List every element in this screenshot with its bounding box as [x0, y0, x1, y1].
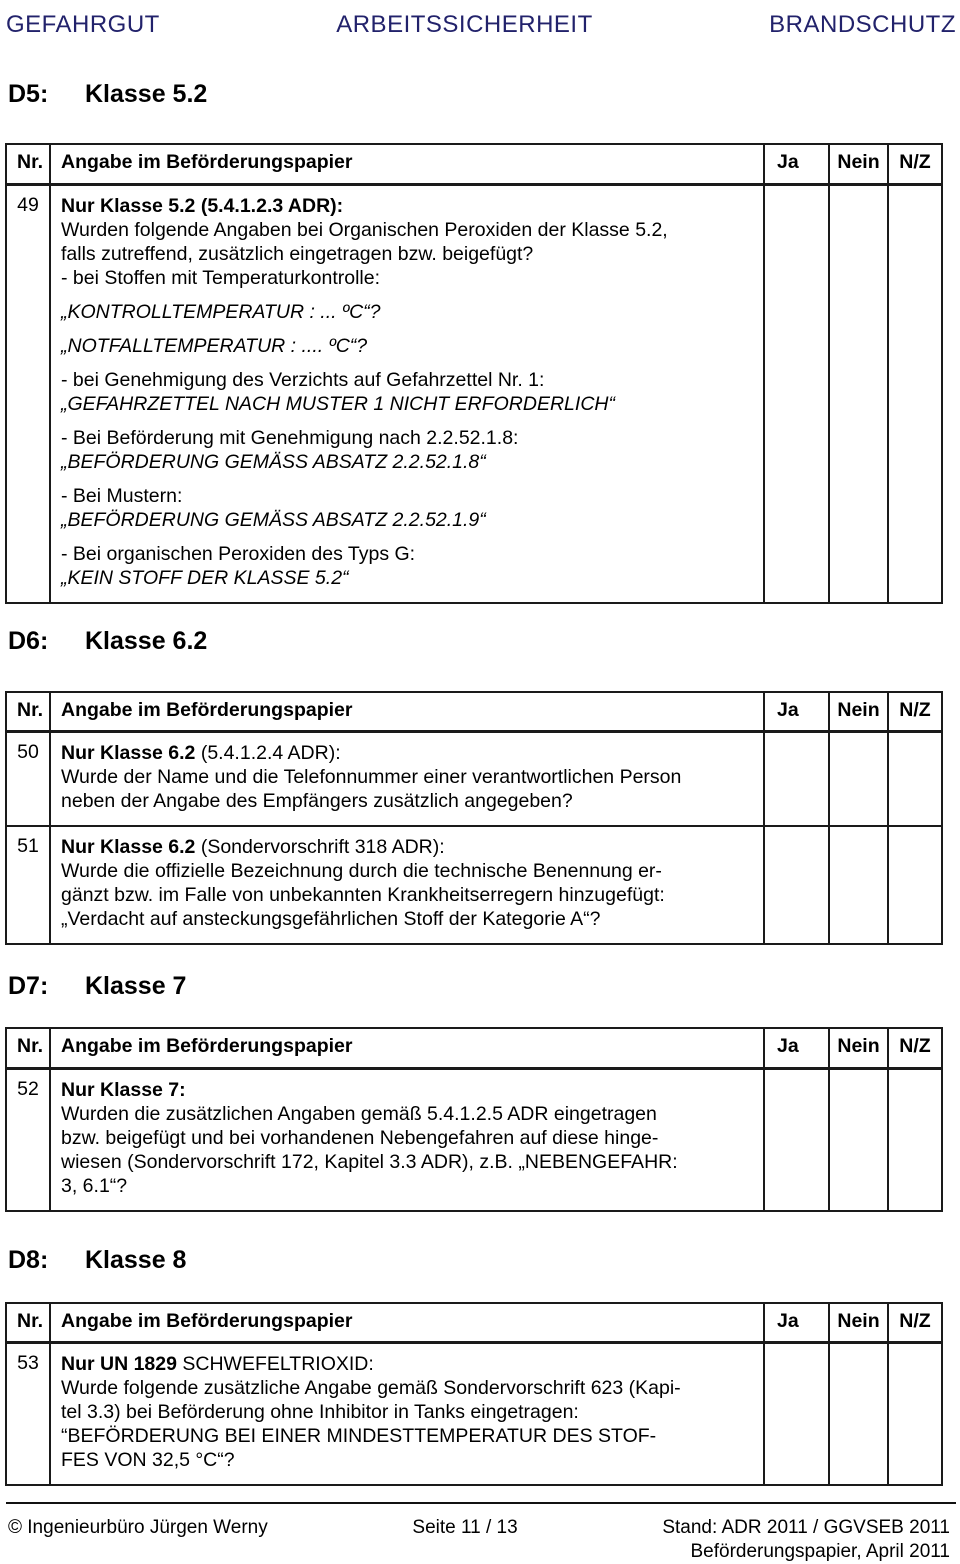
- page-footer: [8, 1516, 950, 1564]
- col-header-nr: Nr.: [6, 1303, 50, 1343]
- row-text: Nur Klasse 6.2 (Sondervorschrift 318 ADR): Wurde die offizielle Bezeichnung durch die technische Benennung er- gänzt bzw. im Falle von unbekannten Krankheitserregern hinzugefügt: „Verdacht auf ansteckungsgefährlichen Stoff der Kategorie A“?: [50, 826, 764, 944]
- row-text: Nur Klasse 5.2 (5.4.1.2.3 ADR): Wurden folgende Angaben bei Organischen Peroxiden der Klasse 5.2, falls zutreffend, zusätzlich eingetragen bzw. beigefügt? - bei Stoffen mit Temperaturkontrolle: „KONTROLLTEMPERATUR : ... ºC“? „NOTFALLTEMPERATUR : .... ºC“? - bei Genehmigung des Verzichts auf Gefahrzettel Nr. 1: „GEFAHRZETTEL NACH MUSTER 1 NICHT ERFORDERLICH“ - Bei Beförderung mit Genehmigung nach 2.2.52.1.8: „BEFÖRDERUNG GEMÄSS ABSATZ 2.2.52.1.8“ - Bei Mustern: „BEFÖRDERUNG GEMÄSS ABSATZ 2.2.52.1.9“ - Bei organischen Peroxiden des Typs G: „KEIN STOFF DER KLASSE 5.2“: [50, 184, 764, 603]
- col-header-angabe: Angabe im Beförderungspapier: [50, 1028, 764, 1068]
- footer-document-date: Beförderungspapier, April 2011: [690, 1541, 950, 1562]
- table-row: [6, 732, 942, 827]
- col-header-ja: Ja: [764, 144, 829, 184]
- footer-copyright: © Ingenieurbüro Jürgen Werny: [8, 1517, 268, 1538]
- answer-cell-ja[interactable]: [764, 184, 829, 603]
- table-row: [6, 1343, 942, 1486]
- col-header-nein: Nein: [829, 144, 888, 184]
- answer-cell-ja[interactable]: [764, 1343, 829, 1486]
- row-text: Nur Klasse 7: Wurden die zusätzlichen Angaben gemäß 5.4.1.2.5 ADR eingetragen bzw. beigefügt und bei vorhandenen Nebengefahren auf diese hinge- wiesen (Sondervorschrift 172, Kapitel 3.3 ADR), z.B. „NEBENGEFAHR: 3, 6.1“?: [50, 1068, 764, 1211]
- col-header-ja: Ja: [764, 1028, 829, 1068]
- row-number: 49: [6, 184, 50, 603]
- col-header-nr: Nr.: [6, 692, 50, 732]
- row-text: Nur UN 1829 SCHWEFELTRIOXID: Wurde folgende zusätzliche Angabe gemäß Sondervorschrift 623 (Kapi- tel 3.3) bei Beförderung ohne Inhibitor in Tanks eingetragen: “BEFÖRDERUNG BEI EINER MINDESTTEMPERATUR DES STOF- FES VON 32,5 °C“?: [50, 1343, 764, 1486]
- document-body: [5, 80, 941, 1486]
- footer-version-info: [662, 1516, 950, 1564]
- row-number: 50: [6, 732, 50, 827]
- checklist-table-d8: [5, 1302, 943, 1487]
- col-header-nr: Nr.: [6, 144, 50, 184]
- answer-cell-nz[interactable]: [888, 184, 942, 603]
- table-row: [6, 184, 942, 603]
- answer-cell-nz[interactable]: [888, 826, 942, 944]
- answer-cell-nein[interactable]: [829, 732, 888, 827]
- row-number: 51: [6, 826, 50, 944]
- header-brandschutz: BRANDSCHUTZ: [769, 11, 956, 38]
- col-header-nein: Nein: [829, 1028, 888, 1068]
- header-gefahrgut: GEFAHRGUT: [6, 11, 160, 38]
- row-number: 53: [6, 1343, 50, 1486]
- col-header-nein: Nein: [829, 1303, 888, 1343]
- answer-cell-nz[interactable]: [888, 732, 942, 827]
- section-heading-d8: [8, 1245, 941, 1274]
- answer-cell-ja[interactable]: [764, 732, 829, 827]
- col-header-nr: Nr.: [6, 1028, 50, 1068]
- answer-cell-nein[interactable]: [829, 184, 888, 603]
- checklist-table-d5: [5, 143, 943, 604]
- table-header-row: [6, 1028, 942, 1068]
- table-header-row: [6, 692, 942, 732]
- checklist-table-d7: [5, 1027, 943, 1212]
- col-header-nein: Nein: [829, 692, 888, 732]
- footer-page-number: Seite 11 / 13: [412, 1517, 518, 1538]
- section-title: Klasse 5.2: [85, 80, 208, 108]
- section-title: Klasse 6.2: [85, 626, 208, 655]
- answer-cell-ja[interactable]: [764, 1068, 829, 1211]
- col-header-angabe: Angabe im Beförderungspapier: [50, 144, 764, 184]
- col-header-angabe: Angabe im Beförderungspapier: [50, 692, 764, 732]
- table-header-row: [6, 144, 942, 184]
- section-title: Klasse 7: [85, 972, 187, 1000]
- page-header: [6, 10, 956, 40]
- col-header-ja: Ja: [764, 692, 829, 732]
- answer-cell-nz[interactable]: [888, 1343, 942, 1486]
- section-label: D8:: [8, 1245, 49, 1274]
- col-header-nz: N/Z: [888, 692, 942, 732]
- section-label: D7:: [8, 972, 49, 1000]
- table-header-row: [6, 1303, 942, 1343]
- section-title: Klasse 8: [85, 1245, 187, 1274]
- answer-cell-nein[interactable]: [829, 1343, 888, 1486]
- answer-cell-ja[interactable]: [764, 826, 829, 944]
- answer-cell-nein[interactable]: [829, 1068, 888, 1211]
- col-header-nz: N/Z: [888, 1303, 942, 1343]
- col-header-nz: N/Z: [888, 1028, 942, 1068]
- footer-divider: [6, 1502, 956, 1504]
- section-label: D6:: [8, 626, 49, 655]
- col-header-ja: Ja: [764, 1303, 829, 1343]
- table-row: [6, 826, 942, 944]
- table-row: [6, 1068, 942, 1211]
- row-text: Nur Klasse 6.2 (5.4.1.2.4 ADR): Wurde der Name und die Telefonnummer einer verantwortlichen Person neben der Angabe des Empfängers zusätzlich angegeben?: [50, 732, 764, 827]
- row-number: 52: [6, 1068, 50, 1211]
- answer-cell-nein[interactable]: [829, 826, 888, 944]
- checklist-table-d6: [5, 691, 943, 946]
- footer-stand: Stand: ADR 2011 / GGVSEB 2011: [662, 1517, 950, 1538]
- section-label: D5:: [8, 80, 49, 108]
- section-heading-d6: [8, 626, 941, 655]
- col-header-angabe: Angabe im Beförderungspapier: [50, 1303, 764, 1343]
- col-header-nz: N/Z: [888, 144, 942, 184]
- header-arbeitssicherheit: ARBEITSSICHERHEIT: [336, 11, 593, 38]
- answer-cell-nz[interactable]: [888, 1068, 942, 1211]
- section-heading-d7: [8, 972, 941, 1000]
- section-heading-d5: [8, 80, 941, 108]
